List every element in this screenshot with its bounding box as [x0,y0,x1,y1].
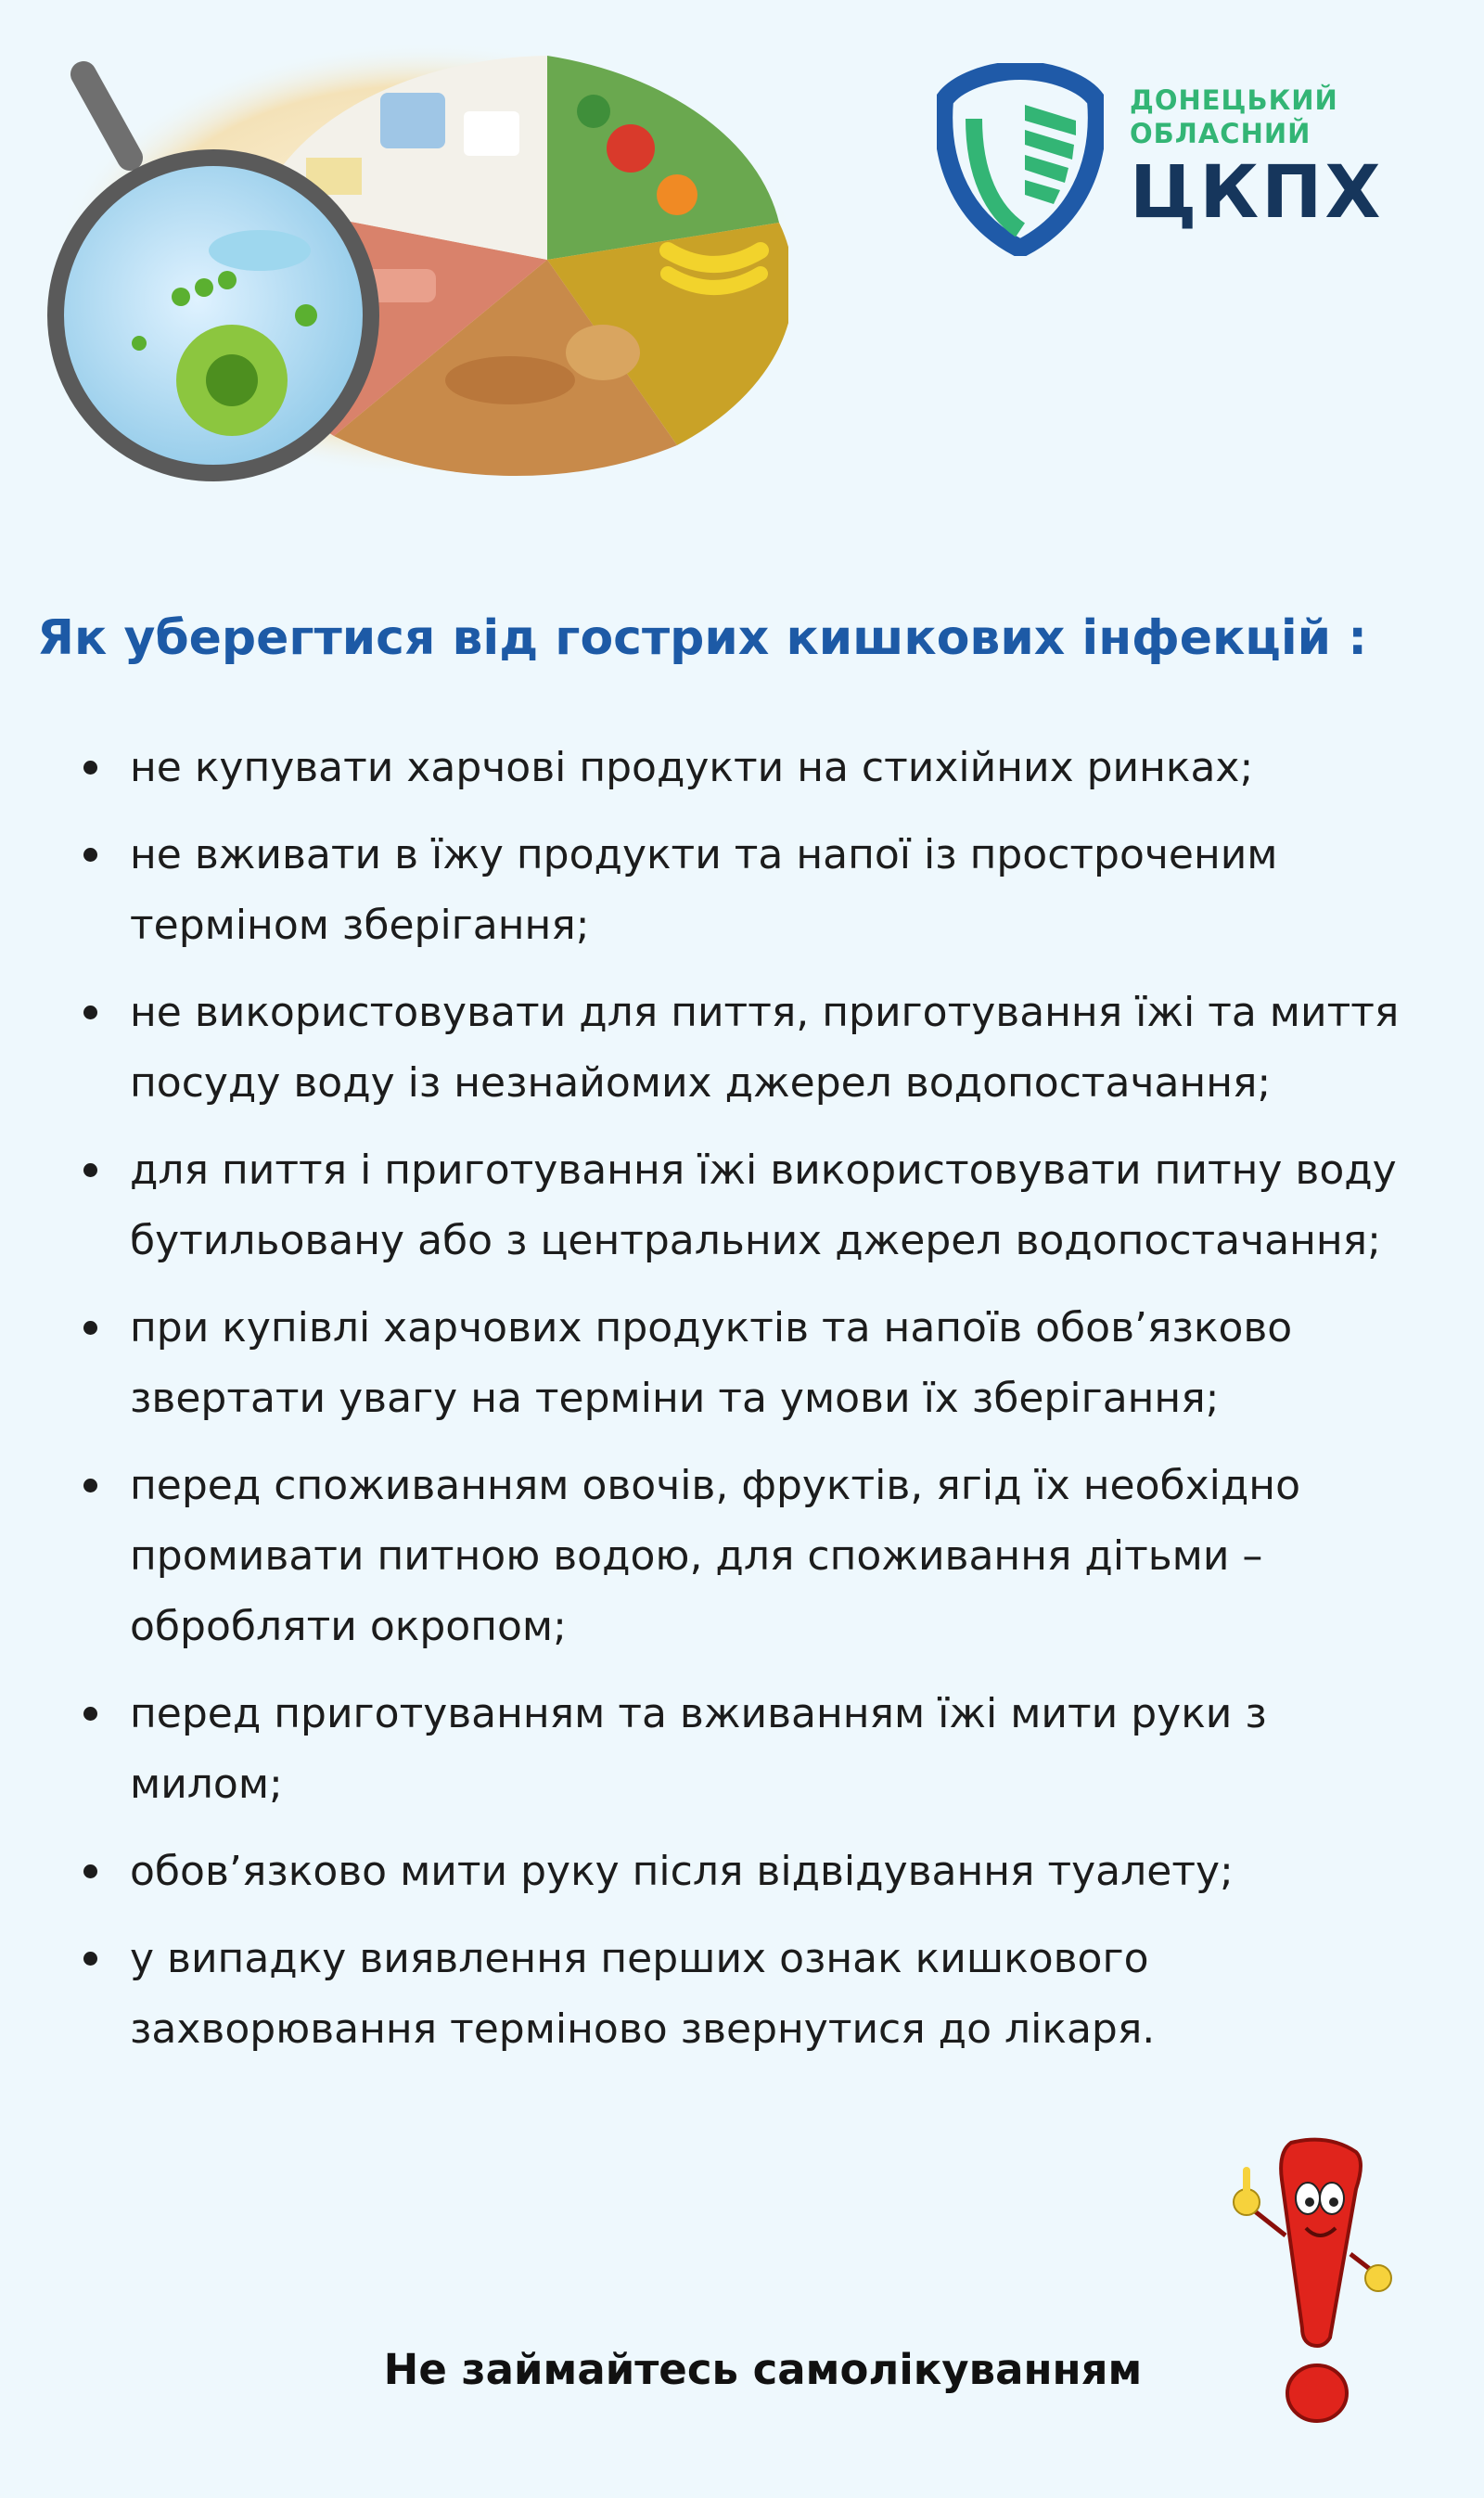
logo-line-1: ДОНЕЦЬКИЙ [1130,84,1338,116]
shield-logo-icon [937,63,1104,256]
regional-center-logo [937,63,1384,258]
tip-item: для пиття і приготування їжі використовувати питну воду бутильовану або з центральних джерел водопостачання; [76,1135,1402,1276]
prevention-tips-list [76,733,1402,2082]
tip-item: не використовувати для пиття, приготування їжі та миття посуду воду із незнайомих джерел водопостачання; [76,978,1402,1119]
no-self-treatment-note: Не займайтесь самолікуванням [383,2345,1143,2394]
tip-item: перед приготуванням та вживанням їжі мити руки з милом; [76,1679,1402,1820]
logo-line-2: ОБЛАСНИЙ [1130,118,1311,149]
logo-abbreviation: ЦКПХ [1130,151,1384,235]
food-and-microbes-illustration [28,37,788,492]
tip-item: у випадку виявлення перших ознак кишкового захворювання терміново звернутися до лікаря. [76,1924,1402,2065]
tip-item: обов’язково мити руку після відвідування туалету; [76,1837,1402,1907]
tip-item: не вживати в їжу продукти та напої із простроченим терміном зберігання; [76,820,1402,961]
page-title: Як уберегтися від гострих кишкових інфекцій : [37,610,1368,666]
tip-item: при купівлі харчових продуктів та напоїв обов’язково звертати увагу на терміни та умови їх зберігання; [76,1293,1402,1434]
tip-item: не купувати харчові продукти на стихійних ринках; [76,733,1402,803]
tip-item: перед споживанням овочів, фруктів, ягід їх необхідно промивати питною водою, для споживання дітьми – обробляти окропом; [76,1451,1402,1662]
